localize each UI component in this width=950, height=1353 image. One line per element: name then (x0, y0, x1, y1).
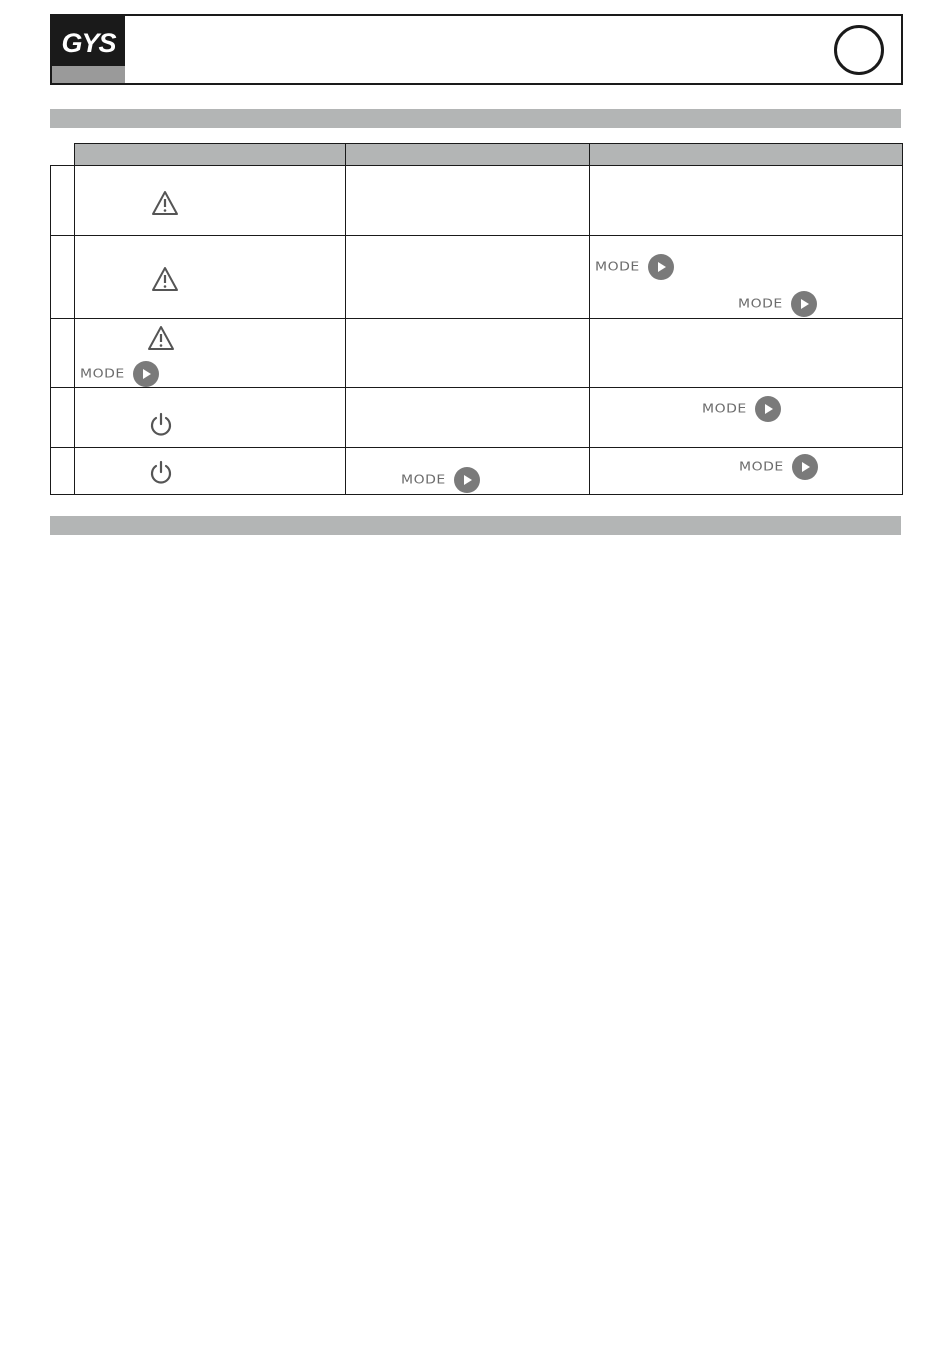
section-bar-warranty (50, 516, 901, 535)
row-number (51, 166, 75, 236)
symptom-cell (75, 448, 346, 495)
mode-label: MODE (80, 366, 125, 382)
mode-play-button[interactable] (454, 467, 480, 493)
table-header-remedy (590, 144, 903, 166)
table-row (51, 166, 903, 236)
mode-label: MODE (702, 401, 747, 417)
gys-logo (52, 16, 125, 83)
mode-label: MODE (401, 472, 446, 488)
table-header-cause (346, 144, 590, 166)
mode-play-button[interactable] (648, 254, 674, 280)
cause-cell (346, 388, 590, 448)
table-header-blank (51, 144, 75, 166)
table-row (51, 448, 903, 495)
troubleshooting-table (50, 143, 903, 495)
language-badge (834, 25, 884, 75)
power-icon (149, 412, 173, 438)
mode-label: MODE (738, 296, 783, 312)
mode-button-group (80, 361, 159, 387)
remedy-cell (590, 166, 903, 236)
cause-cell (346, 448, 590, 495)
symptom-cell (75, 388, 346, 448)
cause-cell (346, 166, 590, 236)
mode-button-group (738, 291, 817, 317)
mode-button-group (739, 454, 818, 480)
row-number (51, 319, 75, 388)
mode-button-group (595, 254, 674, 280)
table-row (51, 236, 903, 319)
table-row (51, 388, 903, 448)
row-number (51, 388, 75, 448)
logo-bar (52, 66, 125, 83)
cause-cell (346, 319, 590, 388)
symptom-cell (75, 166, 346, 236)
section-bar-troubleshooting (50, 109, 901, 128)
remedy-cell (590, 388, 903, 448)
mode-button-group (702, 396, 781, 422)
mode-play-button[interactable] (755, 396, 781, 422)
page-header (50, 14, 903, 85)
symptom-cell (75, 236, 346, 319)
mode-label: MODE (739, 459, 784, 475)
mode-button-group (401, 467, 480, 493)
mode-play-button[interactable] (791, 291, 817, 317)
table-header-row (51, 144, 903, 166)
row-number (51, 236, 75, 319)
warning-icon (147, 325, 175, 351)
mode-label: MODE (595, 259, 640, 275)
cause-cell (346, 236, 590, 319)
logo-text: GYS (61, 28, 116, 58)
warning-icon (151, 266, 179, 292)
remedy-cell (590, 448, 903, 495)
symptom-cell (75, 319, 346, 388)
warning-icon (151, 190, 179, 216)
table-row (51, 319, 903, 388)
mode-play-button[interactable] (133, 361, 159, 387)
row-number (51, 448, 75, 495)
power-icon (149, 460, 173, 486)
remedy-cell (590, 319, 903, 388)
remedy-cell (590, 236, 903, 319)
mode-play-button[interactable] (792, 454, 818, 480)
table-header-symptom (75, 144, 346, 166)
